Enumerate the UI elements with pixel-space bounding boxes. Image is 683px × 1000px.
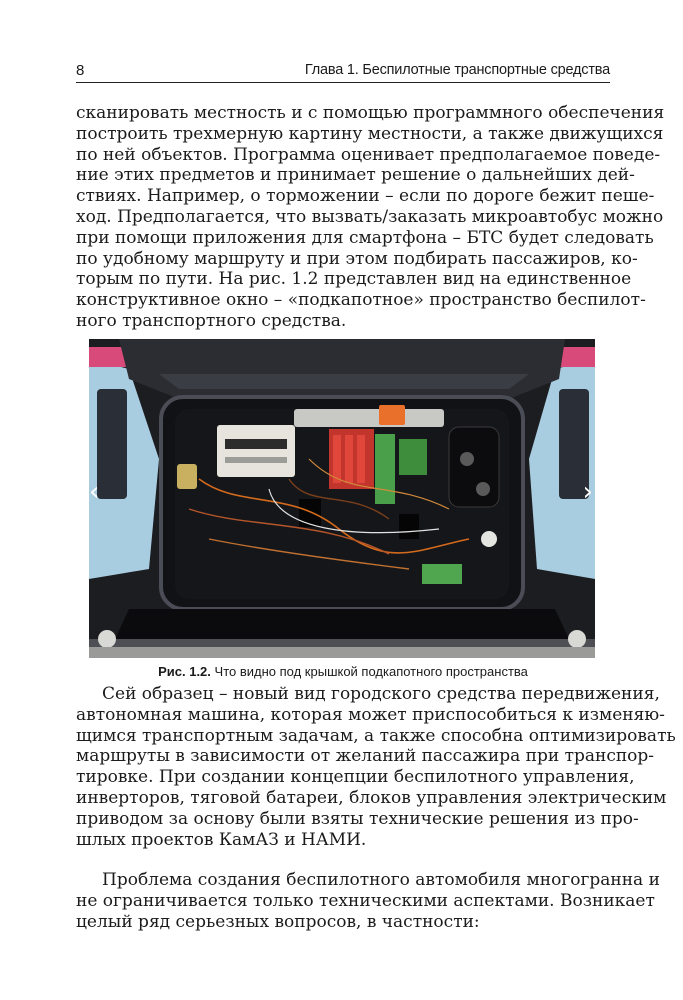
page-number: 8 (76, 62, 85, 79)
text-line: маршруты в зависимости от желаний пассажира при транспор- (76, 746, 655, 767)
text-line: ход. Предполагается, что вызвать/заказать микроавтобус можно (76, 206, 664, 227)
figure-caption-label: Рис. 1.2. (158, 664, 211, 679)
text-line: по удобному маршруту и при этом подбирать пассажиров, ко- (76, 248, 638, 269)
figure-caption-text: Что видно под крышкой подкапотного пространства (214, 664, 528, 679)
text-line: Сей образец – новый вид городского средства передвижения, (102, 684, 660, 704)
under-hood-illustration (89, 339, 595, 658)
text-line: сканировать местность и с помощью программного обеспечения (76, 103, 665, 123)
paragraph-1 (76, 103, 665, 332)
chapter-title: Глава 1. Беспилотные транспортные средства (304, 62, 610, 78)
text-line: по ней объектов. Программа оценивает предполагаемое поведе- (76, 144, 661, 165)
carousel-next-arrow-icon[interactable]: › (582, 477, 593, 507)
paragraph-3 (76, 870, 660, 932)
text-line: не ограничивается только техническими аспектами. Возникает (76, 890, 655, 911)
carousel-prev-arrow-icon[interactable]: ‹ (89, 477, 100, 507)
text-line: инверторов, тяговой батареи, блоков управления электрическим (76, 787, 667, 808)
figure-caption (76, 664, 610, 679)
text-line: целый ряд серьезных вопросов, в частности: (76, 911, 480, 932)
text-line: ного транспортного средства. (76, 310, 347, 331)
text-line: Проблема создания беспилотного автомобиля многогранна и (102, 870, 660, 890)
text-line: при помощи приложения для смартфона – БТС будет следовать (76, 227, 654, 248)
text-line: ствиях. Например, о торможении – если по дороге бежит пеше- (76, 186, 655, 207)
paragraph-2 (76, 684, 676, 850)
text-line: ние этих предметов и принимает решение о дальнейших дей- (76, 165, 635, 186)
text-line: щимся транспортным задачам, а также способна оптимизировать (76, 725, 676, 746)
figure-photo-under-hood (89, 339, 595, 658)
running-header (76, 60, 610, 83)
text-line: построить трехмерную картину местности, а также движущихся (76, 123, 664, 144)
text-line: торым по пути. На рис. 1.2 представлен вид на единственное (76, 269, 632, 290)
text-line: автономная машина, которая может приспособиться к изменяю- (76, 704, 665, 725)
text-line: шлых проектов КамАЗ и НАМИ. (76, 829, 367, 850)
text-line: тировке. При создании концепции беспилотного управления, (76, 767, 635, 788)
text-line: приводом за основу были взяты технические решения из про- (76, 808, 639, 829)
text-line: конструктивное окно – «подкапотное» пространство беспилот- (76, 290, 646, 311)
